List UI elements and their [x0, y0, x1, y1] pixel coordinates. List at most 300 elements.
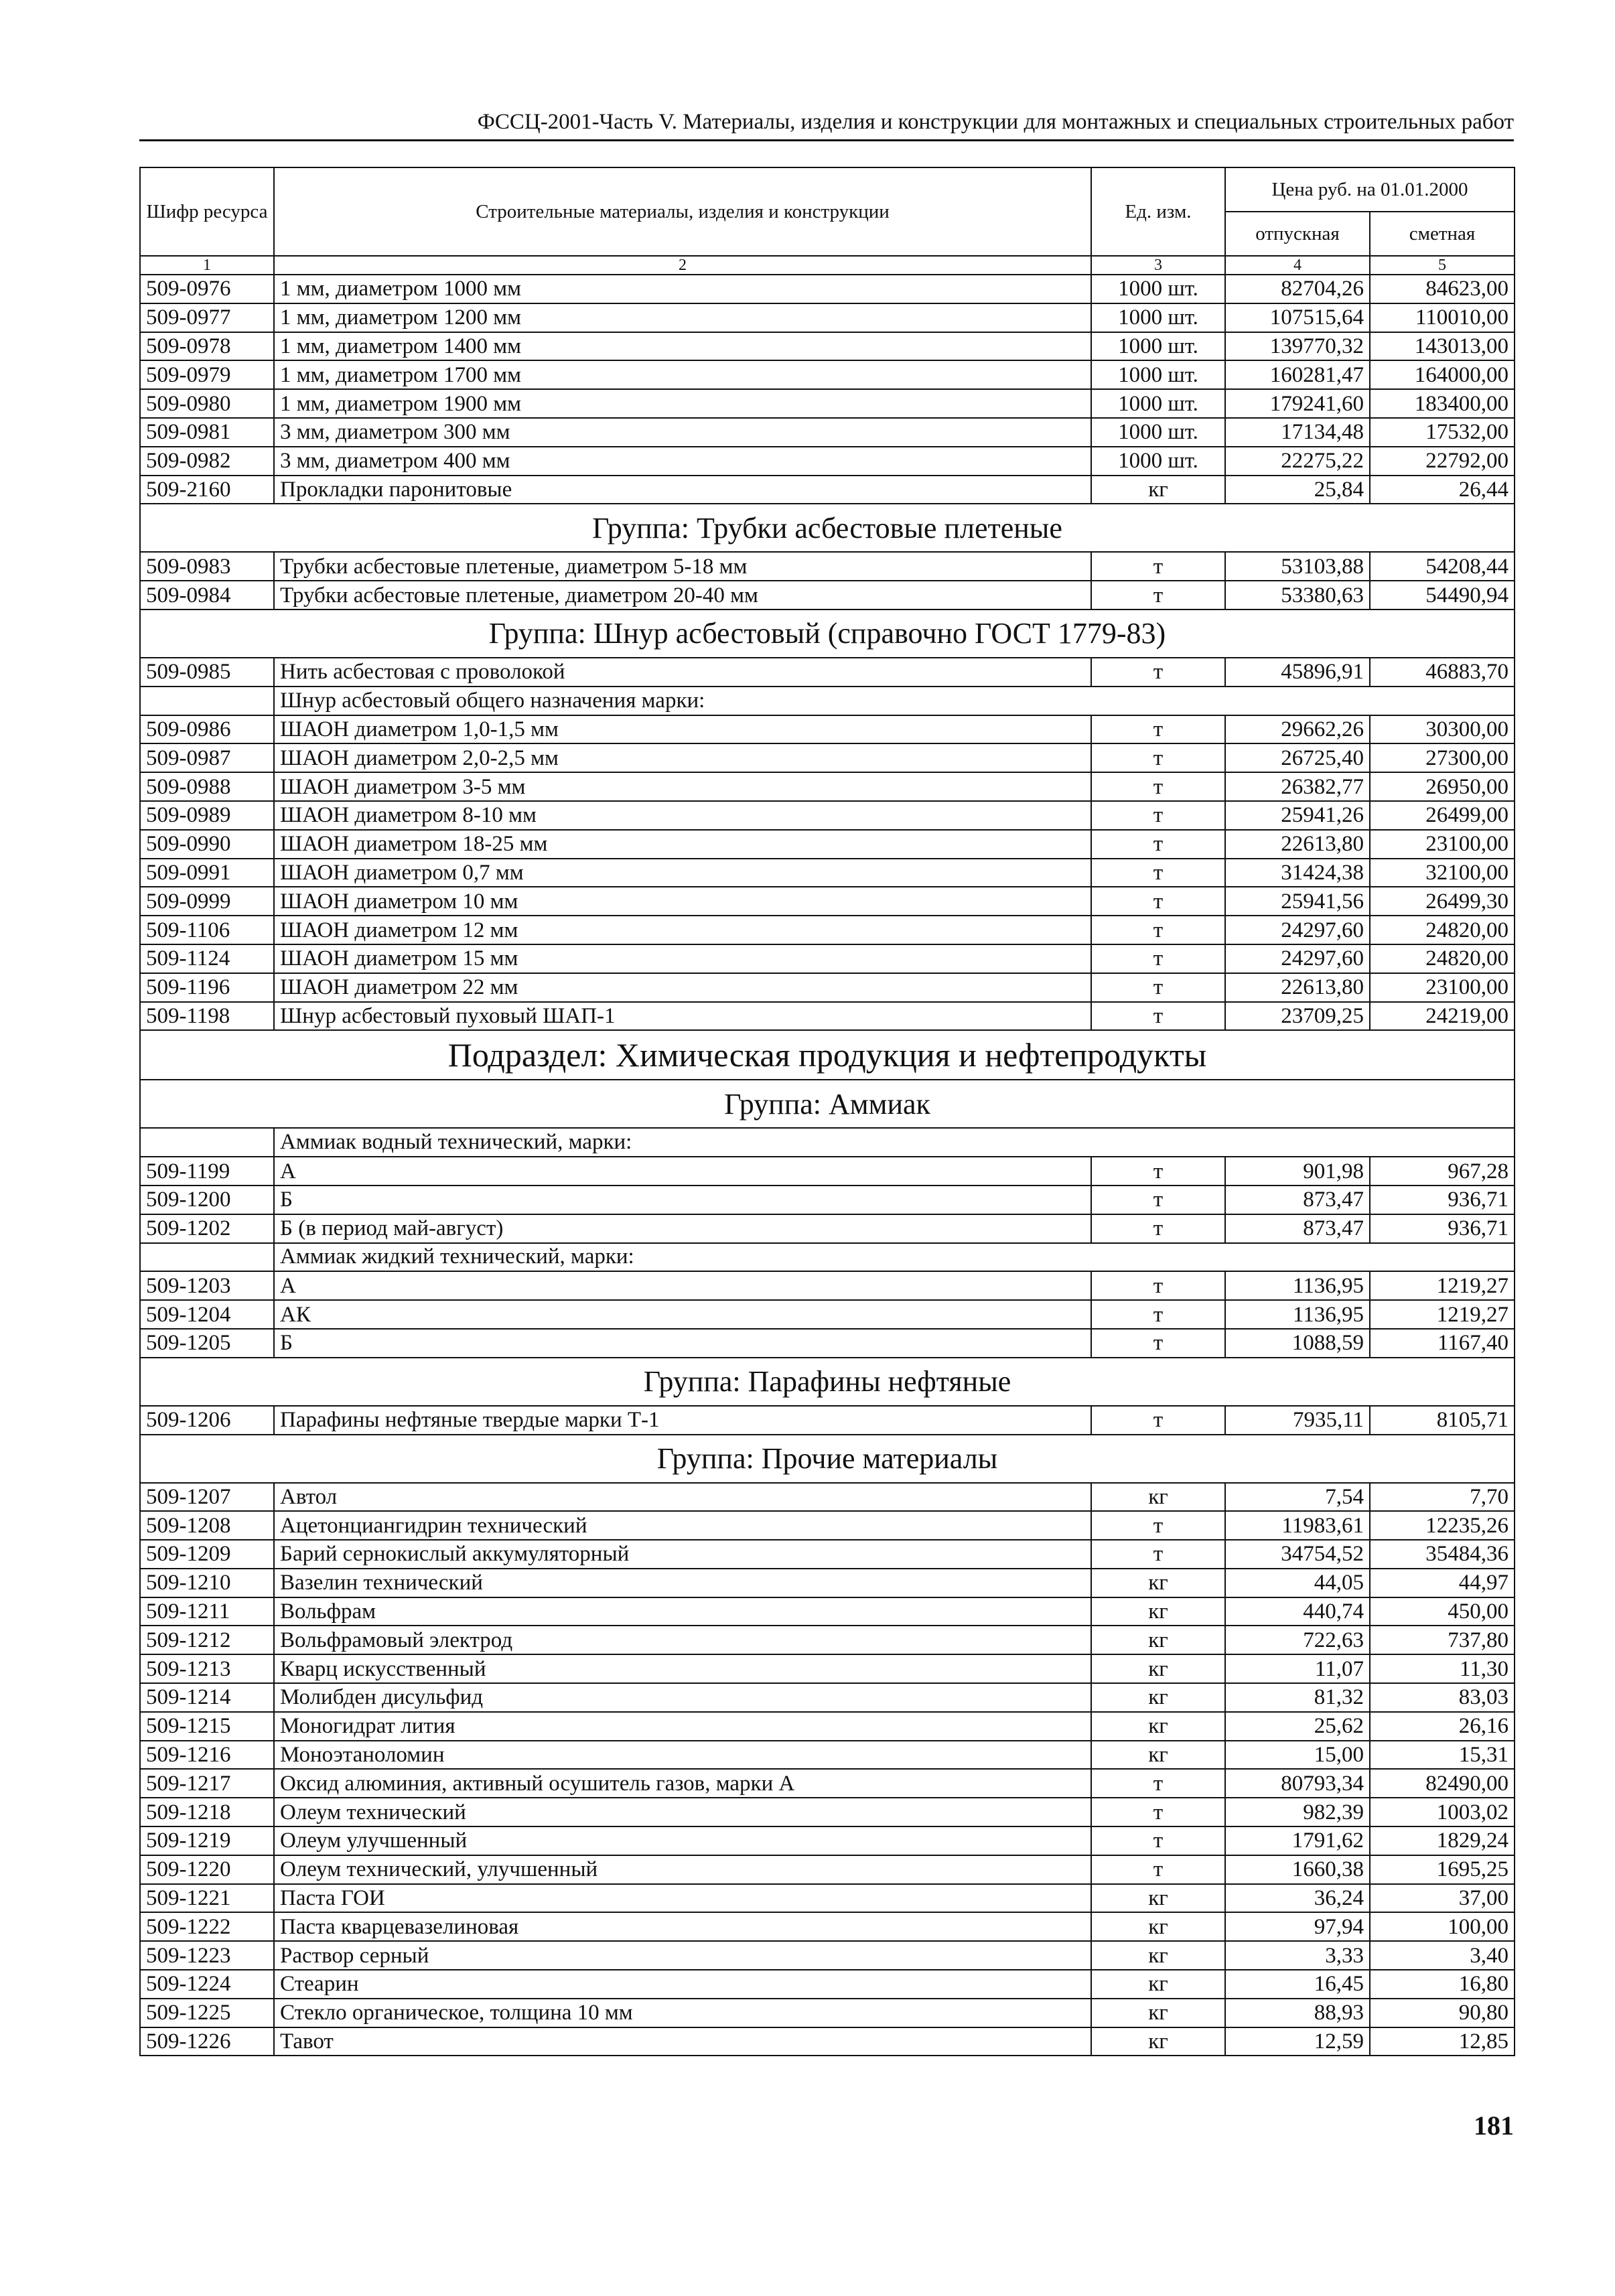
- material-name: Шнур асбестовый пуховый ШАП-1: [274, 1002, 1091, 1031]
- material-name: Автол: [274, 1483, 1091, 1512]
- release-price: 25,62: [1225, 1712, 1370, 1741]
- material-name: ШАОН диаметром 18-25 мм: [274, 830, 1091, 859]
- col-header-name: Строительные материалы, изделия и конструкции: [274, 167, 1091, 256]
- col-header-price: Цена руб. на 01.01.2000: [1225, 167, 1515, 212]
- release-price: 24297,60: [1225, 916, 1370, 944]
- unit-of-measure: т: [1091, 1511, 1225, 1540]
- release-price: 11,07: [1225, 1654, 1370, 1683]
- page-header-title: ФССЦ-2001-Часть V. Материалы, изделия и конструкции для монтажных и специальных строительных работ: [477, 110, 1514, 134]
- estimate-price: 84623,00: [1370, 275, 1515, 303]
- release-price: 440,74: [1225, 1597, 1370, 1626]
- estimate-price: 450,00: [1370, 1597, 1515, 1626]
- resource-code: 509-0985: [140, 658, 274, 687]
- table-row: [140, 1826, 1515, 1855]
- table-row: [140, 944, 1515, 973]
- estimate-price: 26,16: [1370, 1712, 1515, 1741]
- resource-code: 509-1205: [140, 1329, 274, 1358]
- table-row: [140, 1406, 1515, 1435]
- column-number: 3: [1091, 256, 1225, 275]
- column-number: 2: [274, 256, 1091, 275]
- resource-code: 509-1211: [140, 1597, 274, 1626]
- page-number: 181: [1474, 2110, 1514, 2141]
- release-price: 873,47: [1225, 1186, 1370, 1214]
- table-row: [140, 1884, 1515, 1913]
- release-price: 26725,40: [1225, 743, 1370, 772]
- price-table: [139, 167, 1515, 2056]
- release-price: 1660,38: [1225, 1855, 1370, 1884]
- resource-code: 509-0983: [140, 552, 274, 581]
- table-row: [140, 1798, 1515, 1826]
- material-name: А: [274, 1157, 1091, 1186]
- estimate-price: 1219,27: [1370, 1271, 1515, 1300]
- unit-of-measure: 1000 шт.: [1091, 360, 1225, 389]
- release-price: 12,59: [1225, 2027, 1370, 2056]
- estimate-price: 16,80: [1370, 1970, 1515, 1999]
- estimate-price: 100,00: [1370, 1912, 1515, 1941]
- column-number: 4: [1225, 256, 1370, 275]
- table-row: [140, 1912, 1515, 1941]
- table-head: [140, 167, 1515, 275]
- table-row: [140, 275, 1515, 303]
- resource-code: 509-1209: [140, 1540, 274, 1569]
- unit-of-measure: кг: [1091, 1741, 1225, 1770]
- release-price: 160281,47: [1225, 360, 1370, 389]
- group-heading: Группа: Трубки асбестовые плетеные: [140, 504, 1515, 552]
- estimate-price: 83,03: [1370, 1683, 1515, 1712]
- material-name: ШАОН диаметром 12 мм: [274, 916, 1091, 944]
- table-row: [140, 1569, 1515, 1597]
- estimate-price: 23100,00: [1370, 973, 1515, 1002]
- resource-code: 509-1215: [140, 1712, 274, 1741]
- material-name: ШАОН диаметром 8-10 мм: [274, 801, 1091, 830]
- table-row: [140, 1157, 1515, 1186]
- table-row: [140, 1654, 1515, 1683]
- resource-code: 509-1207: [140, 1483, 274, 1512]
- unit-of-measure: 1000 шт.: [1091, 389, 1225, 418]
- table-row: [140, 715, 1515, 744]
- unit-of-measure: т: [1091, 944, 1225, 973]
- resource-code: 509-1210: [140, 1569, 274, 1597]
- unit-of-measure: т: [1091, 1855, 1225, 1884]
- material-name: 1 мм, диаметром 1000 мм: [274, 275, 1091, 303]
- release-price: 15,00: [1225, 1741, 1370, 1770]
- subsection-heading-row: [140, 1030, 1515, 1080]
- unit-of-measure: кг: [1091, 1569, 1225, 1597]
- column-numbers-row: [140, 256, 1515, 275]
- col-header-estimate: сметная: [1370, 212, 1515, 256]
- resource-code: 509-0984: [140, 581, 274, 609]
- estimate-price: 7,70: [1370, 1483, 1515, 1512]
- unit-of-measure: кг: [1091, 476, 1225, 504]
- group-heading: Группа: Аммиак: [140, 1080, 1515, 1128]
- table-row: [140, 1186, 1515, 1214]
- release-price: 982,39: [1225, 1798, 1370, 1826]
- unit-of-measure: т: [1091, 772, 1225, 801]
- estimate-price: 32100,00: [1370, 859, 1515, 887]
- unit-of-measure: т: [1091, 1406, 1225, 1435]
- estimate-price: 12235,26: [1370, 1511, 1515, 1540]
- unit-of-measure: т: [1091, 830, 1225, 859]
- resource-code: 509-1221: [140, 1884, 274, 1913]
- col-header-release: отпускная: [1225, 212, 1370, 256]
- release-price: 45896,91: [1225, 658, 1370, 687]
- table-row: [140, 859, 1515, 887]
- release-price: 22613,80: [1225, 973, 1370, 1002]
- release-price: 29662,26: [1225, 715, 1370, 744]
- resource-code: 509-1202: [140, 1214, 274, 1243]
- unit-of-measure: т: [1091, 1826, 1225, 1855]
- resource-code: 509-0980: [140, 389, 274, 418]
- unit-of-measure: кг: [1091, 1884, 1225, 1913]
- estimate-price: 15,31: [1370, 1741, 1515, 1770]
- table-row: [140, 1999, 1515, 2027]
- resource-code: 509-0990: [140, 830, 274, 859]
- unit-of-measure: т: [1091, 1300, 1225, 1329]
- unit-of-measure: т: [1091, 1186, 1225, 1214]
- unit-of-measure: т: [1091, 1329, 1225, 1358]
- material-name: Кварц искусственный: [274, 1654, 1091, 1683]
- material-name: Б: [274, 1329, 1091, 1358]
- material-name: Паста кварцевазелиновая: [274, 1912, 1091, 1941]
- estimate-price: 46883,70: [1370, 658, 1515, 687]
- release-price: 1088,59: [1225, 1329, 1370, 1358]
- table-row: [140, 772, 1515, 801]
- release-price: 97,94: [1225, 1912, 1370, 1941]
- unit-of-measure: т: [1091, 1214, 1225, 1243]
- material-name: Олеум улучшенный: [274, 1826, 1091, 1855]
- release-price: 11983,61: [1225, 1511, 1370, 1540]
- resource-code: 509-0979: [140, 360, 274, 389]
- release-price: 107515,64: [1225, 303, 1370, 332]
- release-price: 23709,25: [1225, 1002, 1370, 1031]
- estimate-price: 967,28: [1370, 1157, 1515, 1186]
- table-row: [140, 1271, 1515, 1300]
- material-name: Олеум технический, улучшенный: [274, 1855, 1091, 1884]
- material-name: 3 мм, диаметром 300 мм: [274, 418, 1091, 447]
- material-name: 1 мм, диаметром 1200 мм: [274, 303, 1091, 332]
- material-name: АК: [274, 1300, 1091, 1329]
- release-price: 53380,63: [1225, 581, 1370, 609]
- empty-cell: [140, 1243, 274, 1272]
- unit-of-measure: т: [1091, 801, 1225, 830]
- material-name: Парафины нефтяные твердые марки Т-1: [274, 1406, 1091, 1435]
- material-name: Прокладки паронитовые: [274, 476, 1091, 504]
- table-row: [140, 447, 1515, 476]
- material-name: 1 мм, диаметром 1400 мм: [274, 332, 1091, 361]
- material-name: Паста ГОИ: [274, 1884, 1091, 1913]
- release-price: 31424,38: [1225, 859, 1370, 887]
- group-heading: Группа: Прочие материалы: [140, 1435, 1515, 1483]
- table-row: [140, 1300, 1515, 1329]
- estimate-price: 1167,40: [1370, 1329, 1515, 1358]
- unit-of-measure: т: [1091, 1002, 1225, 1031]
- table-row: [140, 552, 1515, 581]
- material-name: Вольфрам: [274, 1597, 1091, 1626]
- subgroup-label: Шнур асбестовый общего назначения марки:: [274, 687, 1515, 715]
- unit-of-measure: кг: [1091, 1654, 1225, 1683]
- table-row: [140, 743, 1515, 772]
- table-row: [140, 1214, 1515, 1243]
- unit-of-measure: кг: [1091, 1683, 1225, 1712]
- estimate-price: 1695,25: [1370, 1855, 1515, 1884]
- resource-code: 509-0981: [140, 418, 274, 447]
- estimate-price: 26499,00: [1370, 801, 1515, 830]
- estimate-price: 11,30: [1370, 1654, 1515, 1683]
- estimate-price: 82490,00: [1370, 1769, 1515, 1798]
- resource-code: 509-1204: [140, 1300, 274, 1329]
- table-row: [140, 658, 1515, 687]
- table-row: [140, 1970, 1515, 1999]
- subgroup-label-row: [140, 1243, 1515, 1272]
- resource-code: 509-0991: [140, 859, 274, 887]
- table-row: [140, 389, 1515, 418]
- unit-of-measure: 1000 шт.: [1091, 418, 1225, 447]
- unit-of-measure: т: [1091, 581, 1225, 609]
- resource-code: 509-1199: [140, 1157, 274, 1186]
- estimate-price: 936,71: [1370, 1186, 1515, 1214]
- estimate-price: 8105,71: [1370, 1406, 1515, 1435]
- group-heading-row: [140, 1080, 1515, 1128]
- unit-of-measure: 1000 шт.: [1091, 447, 1225, 476]
- group-heading-row: [140, 1358, 1515, 1406]
- estimate-price: 54490,94: [1370, 581, 1515, 609]
- resource-code: 509-1224: [140, 1970, 274, 1999]
- table-body: [140, 275, 1515, 2056]
- estimate-price: 1003,02: [1370, 1798, 1515, 1826]
- table-row: [140, 1712, 1515, 1741]
- release-price: 36,24: [1225, 1884, 1370, 1913]
- unit-of-measure: т: [1091, 658, 1225, 687]
- material-name: ШАОН диаметром 10 мм: [274, 887, 1091, 916]
- estimate-price: 90,80: [1370, 1999, 1515, 2027]
- table-row: [140, 1329, 1515, 1358]
- estimate-price: 24820,00: [1370, 916, 1515, 944]
- release-price: 1791,62: [1225, 1826, 1370, 1855]
- estimate-price: 27300,00: [1370, 743, 1515, 772]
- unit-of-measure: кг: [1091, 1483, 1225, 1512]
- release-price: 7935,11: [1225, 1406, 1370, 1435]
- unit-of-measure: 1000 шт.: [1091, 303, 1225, 332]
- release-price: 44,05: [1225, 1569, 1370, 1597]
- release-price: 1136,95: [1225, 1300, 1370, 1329]
- estimate-price: 143013,00: [1370, 332, 1515, 361]
- resource-code: 509-0989: [140, 801, 274, 830]
- unit-of-measure: кг: [1091, 2027, 1225, 2056]
- table-row: [140, 830, 1515, 859]
- material-name: Стеарин: [274, 1970, 1091, 1999]
- material-name: Трубки асбестовые плетеные, диаметром 20-40 мм: [274, 581, 1091, 609]
- resource-code: 509-0987: [140, 743, 274, 772]
- estimate-price: 44,97: [1370, 1569, 1515, 1597]
- estimate-price: 26950,00: [1370, 772, 1515, 801]
- resource-code: 509-1220: [140, 1855, 274, 1884]
- subgroup-label: Аммиак жидкий технический, марки:: [274, 1243, 1515, 1272]
- estimate-price: 110010,00: [1370, 303, 1515, 332]
- estimate-price: 1219,27: [1370, 1300, 1515, 1329]
- unit-of-measure: т: [1091, 916, 1225, 944]
- resource-code: 509-0999: [140, 887, 274, 916]
- estimate-price: 26499,30: [1370, 887, 1515, 916]
- material-name: Вазелин технический: [274, 1569, 1091, 1597]
- resource-code: 509-1208: [140, 1511, 274, 1540]
- resource-code: 509-0977: [140, 303, 274, 332]
- table-row: [140, 916, 1515, 944]
- material-name: Моногидрат лития: [274, 1712, 1091, 1741]
- resource-code: 509-1219: [140, 1826, 274, 1855]
- table-row: [140, 581, 1515, 609]
- unit-of-measure: кг: [1091, 1999, 1225, 2027]
- release-price: 22275,22: [1225, 447, 1370, 476]
- estimate-price: 17532,00: [1370, 418, 1515, 447]
- resource-code: 509-0982: [140, 447, 274, 476]
- release-price: 873,47: [1225, 1214, 1370, 1243]
- release-price: 26382,77: [1225, 772, 1370, 801]
- release-price: 88,93: [1225, 1999, 1370, 2027]
- resource-code: 509-0988: [140, 772, 274, 801]
- unit-of-measure: т: [1091, 743, 1225, 772]
- unit-of-measure: т: [1091, 1769, 1225, 1798]
- unit-of-measure: кг: [1091, 1970, 1225, 1999]
- material-name: Оксид алюминия, активный осушитель газов, марки А: [274, 1769, 1091, 1798]
- resource-code: 509-1214: [140, 1683, 274, 1712]
- unit-of-measure: кг: [1091, 1912, 1225, 1941]
- estimate-price: 54208,44: [1370, 552, 1515, 581]
- estimate-price: 12,85: [1370, 2027, 1515, 2056]
- release-price: 80793,34: [1225, 1769, 1370, 1798]
- material-name: А: [274, 1271, 1091, 1300]
- material-name: ШАОН диаметром 22 мм: [274, 973, 1091, 1002]
- empty-cell: [140, 687, 274, 715]
- resource-code: 509-1213: [140, 1654, 274, 1683]
- material-name: ШАОН диаметром 0,7 мм: [274, 859, 1091, 887]
- resource-code: 509-1217: [140, 1769, 274, 1798]
- estimate-price: 737,80: [1370, 1626, 1515, 1654]
- resource-code: 509-1223: [140, 1941, 274, 1970]
- unit-of-measure: т: [1091, 1271, 1225, 1300]
- unit-of-measure: т: [1091, 887, 1225, 916]
- empty-cell: [140, 1128, 274, 1157]
- resource-code: 509-2160: [140, 476, 274, 504]
- resource-code: 509-1198: [140, 1002, 274, 1031]
- unit-of-measure: т: [1091, 859, 1225, 887]
- table-row: [140, 887, 1515, 916]
- resource-code: 509-1218: [140, 1798, 274, 1826]
- material-name: Моноэтаноломин: [274, 1741, 1091, 1770]
- estimate-price: 30300,00: [1370, 715, 1515, 744]
- material-name: Молибден дисульфид: [274, 1683, 1091, 1712]
- release-price: 139770,32: [1225, 332, 1370, 361]
- resource-code: 509-1225: [140, 1999, 274, 2027]
- material-name: Раствор серный: [274, 1941, 1091, 1970]
- unit-of-measure: 1000 шт.: [1091, 275, 1225, 303]
- subgroup-label-row: [140, 1128, 1515, 1157]
- col-header-unit: Ед. изм.: [1091, 167, 1225, 256]
- material-name: Стекло органическое, толщина 10 мм: [274, 1999, 1091, 2027]
- group-heading-row: [140, 504, 1515, 552]
- material-name: Б (в период май-август): [274, 1214, 1091, 1243]
- group-heading-row: [140, 609, 1515, 658]
- table-row: [140, 418, 1515, 447]
- release-price: 722,63: [1225, 1626, 1370, 1654]
- release-price: 7,54: [1225, 1483, 1370, 1512]
- estimate-price: 23100,00: [1370, 830, 1515, 859]
- material-name: 3 мм, диаметром 400 мм: [274, 447, 1091, 476]
- resource-code: 509-1106: [140, 916, 274, 944]
- table-row: [140, 1855, 1515, 1884]
- table-row: [140, 1769, 1515, 1798]
- col-header-code: Шифр ресурса: [140, 167, 274, 256]
- material-name: Б: [274, 1186, 1091, 1214]
- table-row: [140, 1626, 1515, 1654]
- table-row: [140, 1511, 1515, 1540]
- release-price: 81,32: [1225, 1683, 1370, 1712]
- estimate-price: 1829,24: [1370, 1826, 1515, 1855]
- group-heading: Группа: Парафины нефтяные: [140, 1358, 1515, 1406]
- unit-of-measure: т: [1091, 1798, 1225, 1826]
- release-price: 3,33: [1225, 1941, 1370, 1970]
- material-name: ШАОН диаметром 1,0-1,5 мм: [274, 715, 1091, 744]
- release-price: 25941,56: [1225, 887, 1370, 916]
- release-price: 1136,95: [1225, 1271, 1370, 1300]
- column-number: 1: [140, 256, 274, 275]
- unit-of-measure: т: [1091, 715, 1225, 744]
- material-name: Трубки асбестовые плетеные, диаметром 5-18 мм: [274, 552, 1091, 581]
- table-row: [140, 1540, 1515, 1569]
- table-row: [140, 1002, 1515, 1031]
- header-rule: [139, 139, 1514, 141]
- unit-of-measure: т: [1091, 1540, 1225, 1569]
- table-row: [140, 801, 1515, 830]
- resource-code: 509-0978: [140, 332, 274, 361]
- table-row: [140, 360, 1515, 389]
- resource-code: 509-1226: [140, 2027, 274, 2056]
- table-row: [140, 303, 1515, 332]
- estimate-price: 37,00: [1370, 1884, 1515, 1913]
- resource-code: 509-1212: [140, 1626, 274, 1654]
- table-row: [140, 2027, 1515, 2056]
- table-row: [140, 476, 1515, 504]
- release-price: 24297,60: [1225, 944, 1370, 973]
- material-name: Ацетонциангидрин технический: [274, 1511, 1091, 1540]
- column-number: 5: [1370, 256, 1515, 275]
- material-name: Нить асбестовая с проволокой: [274, 658, 1091, 687]
- estimate-price: 936,71: [1370, 1214, 1515, 1243]
- table-row: [140, 1941, 1515, 1970]
- estimate-price: 35484,36: [1370, 1540, 1515, 1569]
- resource-code: 509-1124: [140, 944, 274, 973]
- subgroup-label-row: [140, 687, 1515, 715]
- material-name: ШАОН диаметром 15 мм: [274, 944, 1091, 973]
- release-price: 901,98: [1225, 1157, 1370, 1186]
- resource-code: 509-1203: [140, 1271, 274, 1300]
- unit-of-measure: 1000 шт.: [1091, 332, 1225, 361]
- table-row: [140, 1683, 1515, 1712]
- group-heading-row: [140, 1435, 1515, 1483]
- release-price: 22613,80: [1225, 830, 1370, 859]
- estimate-price: 26,44: [1370, 476, 1515, 504]
- resource-code: 509-1206: [140, 1406, 274, 1435]
- release-price: 34754,52: [1225, 1540, 1370, 1569]
- unit-of-measure: кг: [1091, 1626, 1225, 1654]
- estimate-price: 3,40: [1370, 1941, 1515, 1970]
- table-row: [140, 332, 1515, 361]
- estimate-price: 24820,00: [1370, 944, 1515, 973]
- resource-code: 509-0976: [140, 275, 274, 303]
- unit-of-measure: т: [1091, 1157, 1225, 1186]
- estimate-price: 22792,00: [1370, 447, 1515, 476]
- unit-of-measure: т: [1091, 552, 1225, 581]
- release-price: 25941,26: [1225, 801, 1370, 830]
